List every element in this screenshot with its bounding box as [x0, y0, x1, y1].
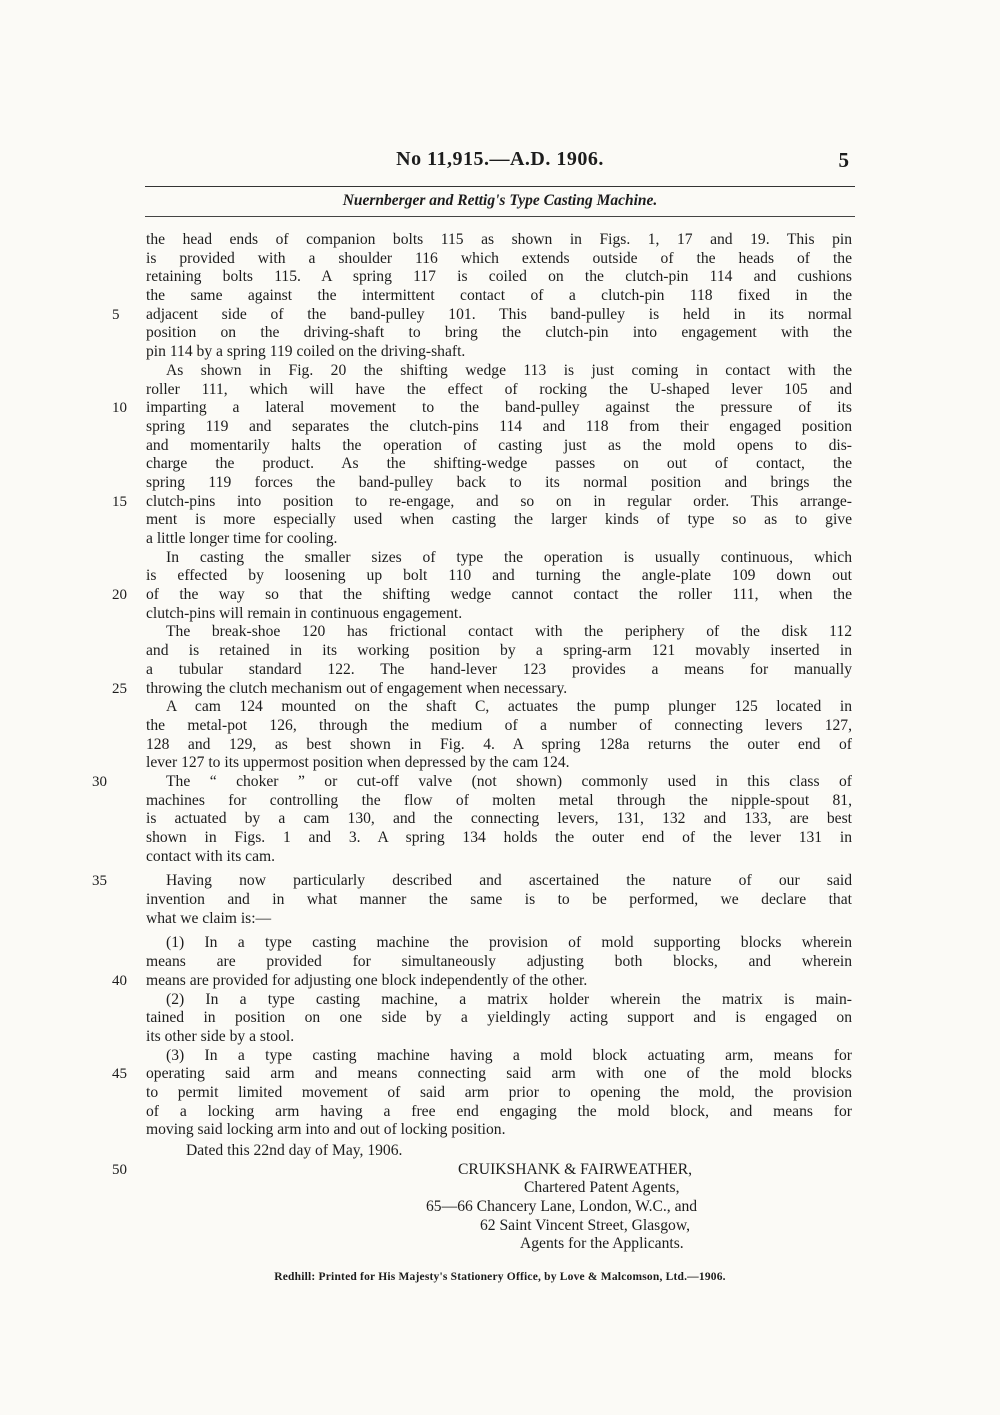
text-line: and is retained in its working position by a spring-arm 121 movably inserted in — [146, 642, 852, 660]
patent-number: No 11,915.—A.D. 1906. — [396, 148, 604, 170]
text-line: In casting the smaller sizes of type the operation is usually continuous, which — [166, 548, 852, 566]
agent-address-line: Agents for the Applicants. — [520, 1235, 684, 1253]
text-line: The break-shoe 120 has frictional contact with the periphery of the disk 112 — [166, 623, 852, 641]
text-line: 40 means are provided for adjusting one block independently of the other. — [112, 971, 588, 989]
document-body — [92, 231, 852, 1254]
text-line: spring 119 forces the band-pulley back to its normal position and brings the — [146, 473, 852, 491]
page-number: 5 — [838, 148, 849, 172]
text-line: A cam 124 mounted on the shaft C, actuates the pump plunger 125 located in — [166, 698, 852, 716]
text-line: retaining bolts 115. A spring 117 is coiled on the clutch-pin 114 and cushions — [146, 268, 852, 286]
text-line: 5 adjacent side of the band-pulley 101. This band-pulley is held in its normal — [112, 305, 852, 323]
line-number: 50 — [112, 1161, 127, 1178]
page-header — [145, 148, 855, 178]
text-line: pin 114 by a spring 119 coiled on the driving-shaft. — [146, 343, 466, 361]
line-number: 35 — [92, 873, 107, 890]
line-number: 30 — [92, 773, 107, 790]
agent-name — [112, 1160, 852, 1180]
text-line: 128 and 129, as best shown in Fig. 4. A spring 128a returns the outer end of — [146, 735, 852, 753]
line-number: 40 — [112, 972, 127, 989]
text-line: contact with its cam. — [146, 847, 276, 865]
text-line: position on the driving-shaft to bring the clutch-pin into engagement with the — [146, 324, 852, 342]
agent-address-line: Chartered Patent Agents, — [524, 1179, 680, 1197]
text-line: a little longer time for cooling. — [146, 530, 338, 547]
text-line: and momentarily halts the operation of casting just as the mold opens to dis- — [146, 436, 852, 454]
text-line: moving said locking arm into and out of locking position. — [146, 1121, 506, 1139]
line-number: 20 — [112, 587, 127, 604]
title-rule — [145, 216, 855, 217]
printer-imprint: Redhill: Printed for His Majesty's Stationery Office, by Love & Malcomson, Ltd.—1906. — [274, 1271, 726, 1283]
line-number: 45 — [112, 1066, 127, 1083]
text-line: invention and in what manner the same is to be performed, we declare that — [146, 891, 852, 909]
text-line: 45 operating said arm and means connecting said arm with one of the mold blocks — [112, 1065, 852, 1083]
text-line: (2) In a type casting machine, a matrix holder wherein the matrix is main- — [166, 990, 852, 1008]
line-number: 25 — [112, 680, 127, 697]
text-line: its other side by a stool. — [146, 1027, 295, 1045]
text-line: 30 The “ choker ” or cut-off valve (not shown) commonly used in this class of — [92, 772, 852, 790]
text-line: 10 imparting a lateral movement to the band-pulley against the pressure of its — [112, 399, 852, 417]
text-line: (3) In a type casting machine having a mold block actuating arm, means for — [166, 1046, 852, 1064]
text-line: clutch-pins will remain in continuous engagement. — [146, 604, 463, 622]
text-line: 25 throwing the clutch mechanism out of engagement when necessary. — [112, 679, 568, 697]
text-line: the head ends of companion bolts 115 as shown in Figs. 1, 17 and 19. This pin — [146, 231, 852, 248]
text-line: of a locking arm having a free end engaging the mold block, and means for — [146, 1102, 852, 1120]
line-number: 15 — [112, 493, 127, 510]
text-line: As shown in Fig. 20 the shifting wedge 113 is just coming in contact with the — [166, 361, 852, 379]
agent-address-line: 62 Saint Vincent Street, Glasgow, — [480, 1216, 690, 1234]
header-rule — [145, 186, 855, 187]
text-line: 35 Having now particularly described and ascertained the nature of our said — [92, 872, 852, 890]
agent-name-text: CRUIKSHANK & FAIRWEATHER, — [458, 1160, 693, 1178]
text-line: to permit limited movement of said arm prior to opening the mold, the provision — [146, 1083, 852, 1101]
text-line: the metal-pot 126, through the medium of a number of connecting levers 127, — [146, 716, 852, 734]
text-line: spring 119 and separates the clutch-pins 114 and 118 from their engaged position — [146, 417, 852, 435]
text-line: charge the product. As the shifting-wedge passes on out of contact, the — [146, 455, 852, 473]
agent-address-line: 65—66 Chancery Lane, London, W.C., and — [426, 1198, 698, 1216]
line-number: 10 — [112, 400, 127, 417]
text-line: the same against the intermittent contact of a clutch-pin 118 fixed in the — [146, 287, 852, 305]
line-number: 5 — [112, 306, 120, 323]
text-line: shown in Figs. 1 and 3. A spring 134 holds the outer end of the lever 131 in — [146, 829, 852, 846]
text-line: (1) In a type casting machine the provision of mold supporting blocks wherein — [166, 934, 852, 952]
text-line: lever 127 to its uppermost position when depressed by the cam 124. — [146, 754, 570, 772]
text-line: is actuated by a cam 130, and the connecting levers, 131, 132 and 133, are best — [146, 810, 852, 828]
text-line: what we claim is:— — [146, 909, 272, 927]
text-line: 20 of the way so that the shifting wedge cannot contact the roller 111, when the — [112, 586, 852, 604]
dated-line: Dated this 22nd day of May, 1906. — [186, 1142, 403, 1159]
text-line: a tubular standard 122. The hand-lever 123 provides a means for manually — [146, 660, 852, 678]
text-line: tained in position on one side by a yieldingly acting support and is engaged on — [146, 1009, 852, 1027]
text-line: 15 clutch-pins into position to re-engage, and so on in regular order. This arrange- — [112, 492, 852, 510]
text-line: ment is more especially used when casting the larger kinds of type so as to give — [146, 511, 852, 529]
text-line: is effected by loosening up bolt 110 and turning the angle-plate 109 down out — [146, 567, 852, 585]
text-line: roller 111, which will have the effect of rocking the U-shaped lever 105 and — [146, 380, 852, 398]
running-title: Nuernberger and Rettig's Type Casting Machine. — [342, 192, 658, 209]
text-line: machines for controlling the flow of molten metal through the nipple-spout 81, — [146, 791, 852, 809]
text-line: means are provided for simultaneously adjusting both blocks, and wherein — [146, 953, 852, 971]
text-line: is provided with a shoulder 116 which extends outside of the heads of the — [146, 249, 852, 267]
